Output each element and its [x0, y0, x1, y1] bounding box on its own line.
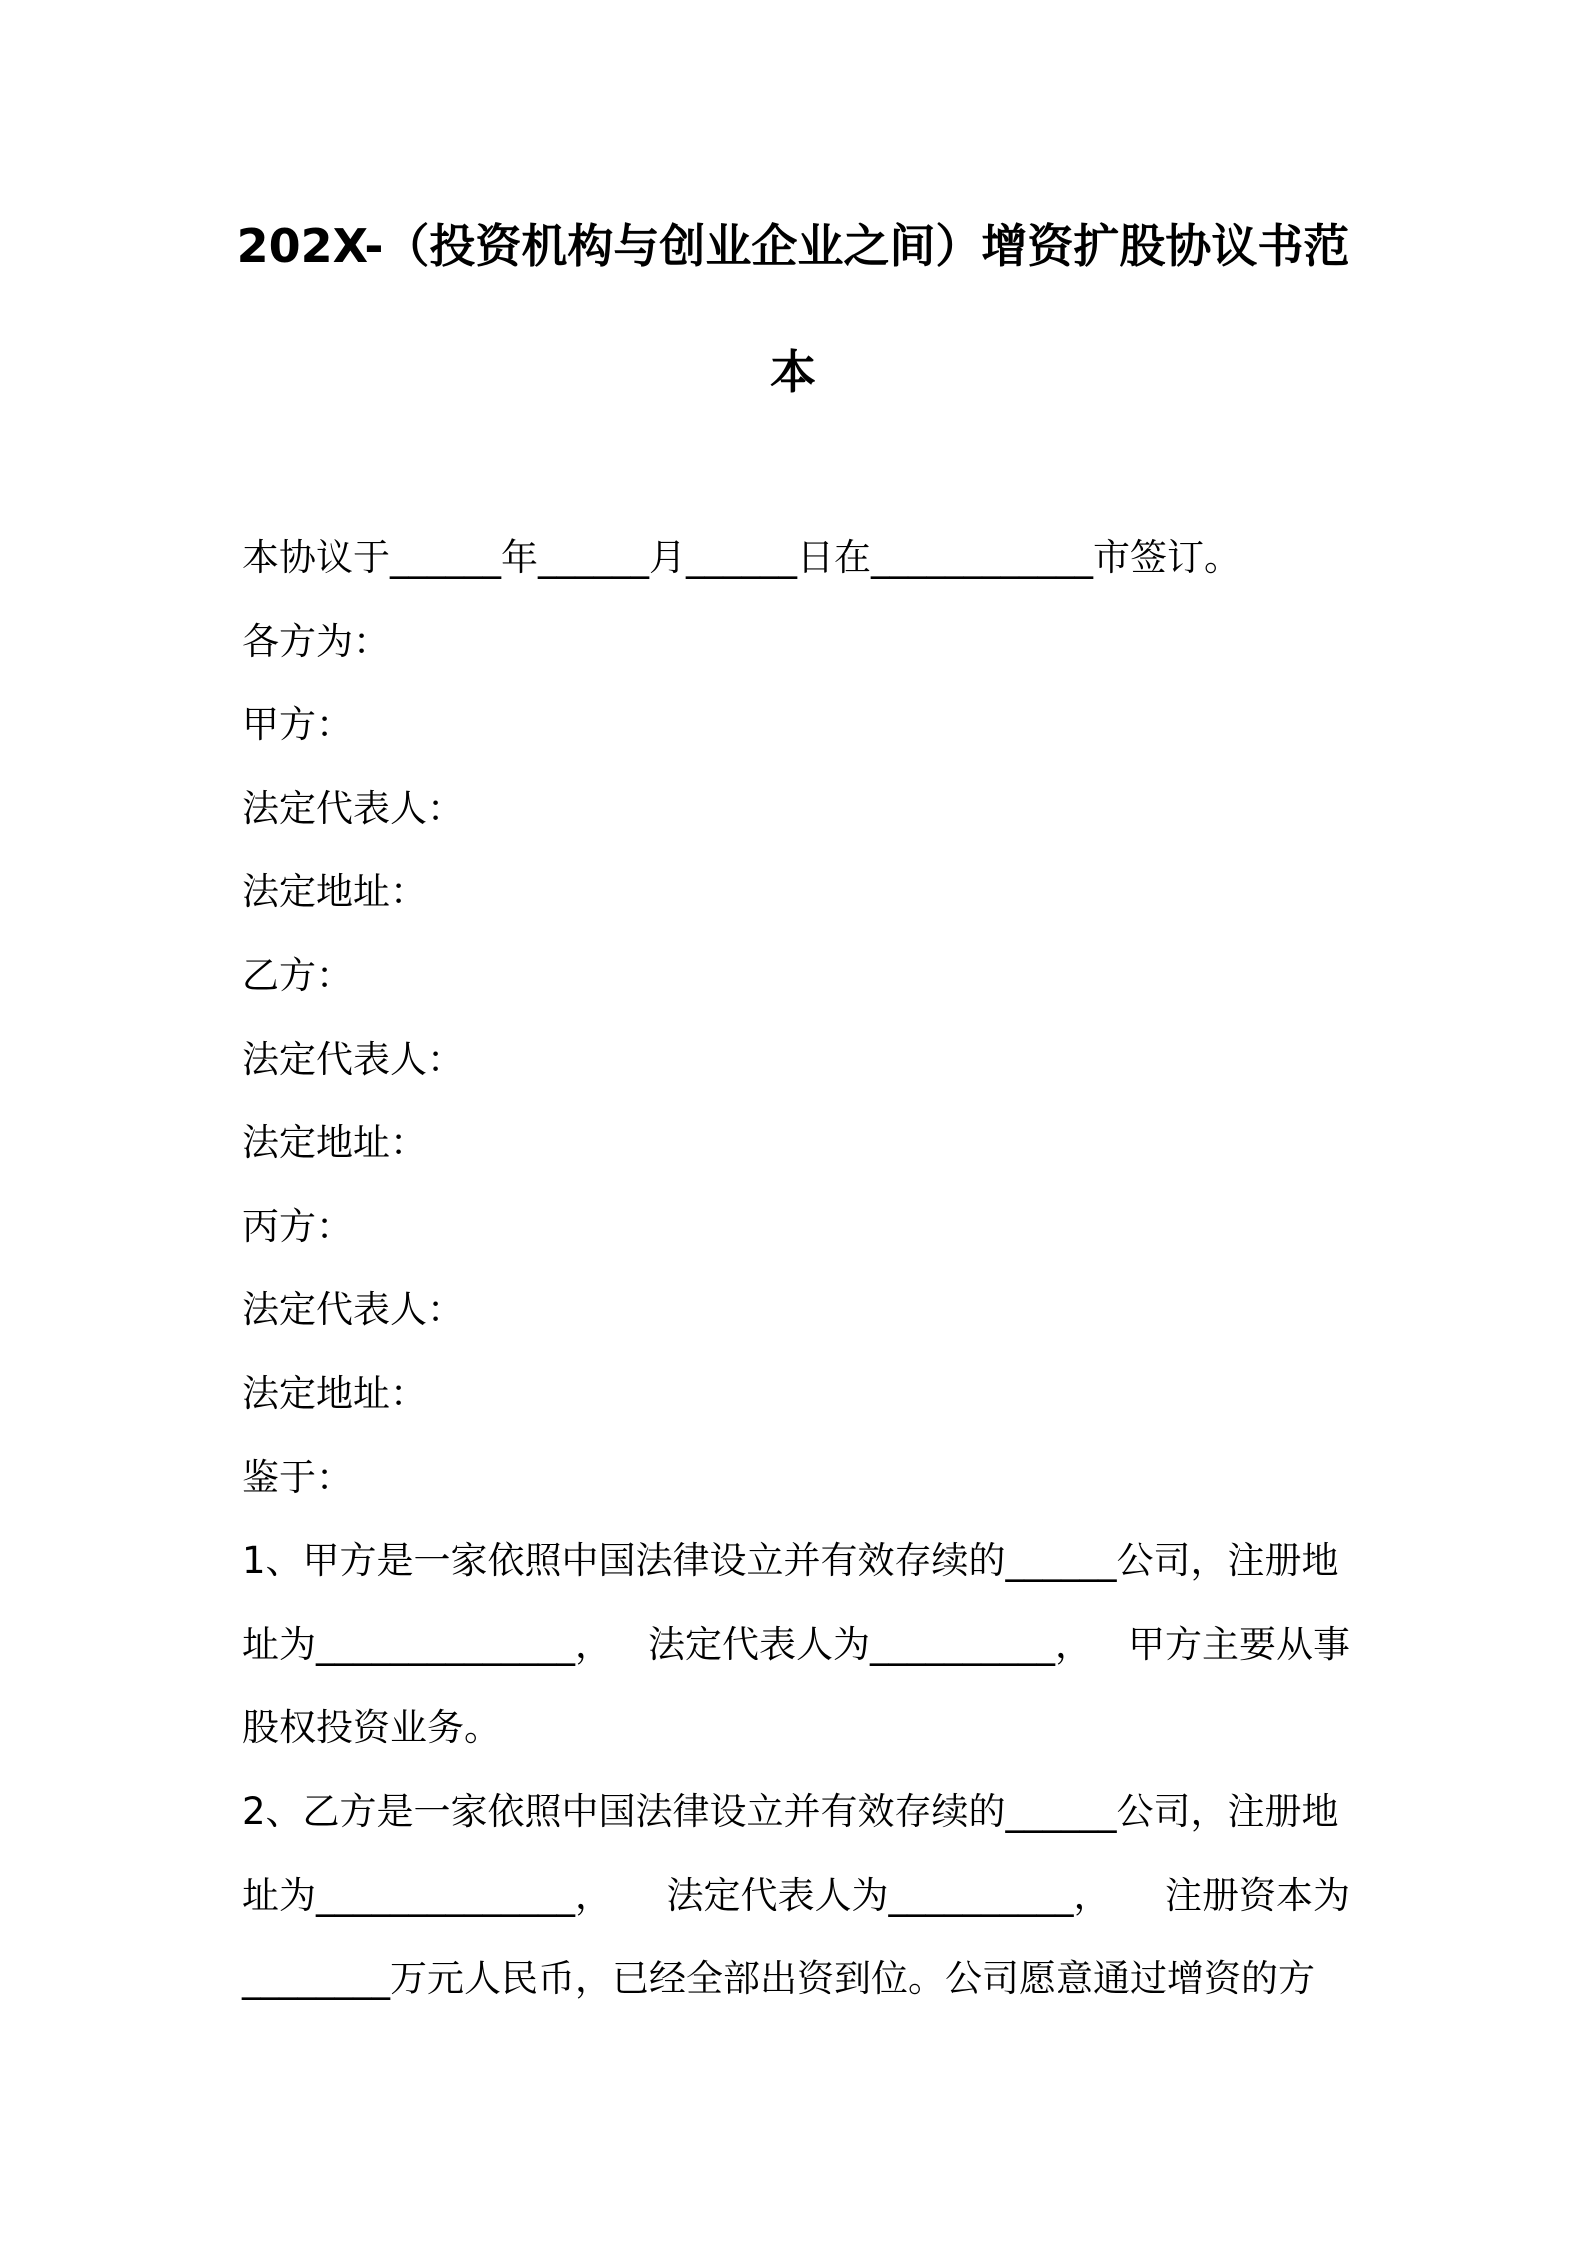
party-a-representative-label: 法定代表人： [242, 786, 464, 830]
clause-1-representative-blank: 法定代表人为__________， [648, 1622, 1092, 1666]
document-title-line-2: 本 [770, 345, 816, 399]
clause-2-line-2 [242, 1871, 1350, 1955]
document-body [242, 533, 1360, 2038]
clause-2-representative-blank: 法定代表人为__________， [666, 1873, 1111, 1917]
clause-2-line-1: 2、乙方是一家依照中国法律设立并有效存续的______公司，注册地 [242, 1789, 1339, 1833]
whereas-heading: 鉴于： [242, 1455, 353, 1499]
party-c-address-label: 法定地址： [242, 1371, 427, 1415]
party-b-representative-label: 法定代表人： [242, 1037, 464, 1081]
clause-2-capital-text: 注册资本为 [1165, 1873, 1350, 1917]
clause-2-address-blank: 址为______________， [242, 1873, 612, 1917]
signing-line: 本协议于______年______月______日在____________市签订。 [242, 536, 1241, 579]
clause-1-address-blank: 址为______________， [242, 1622, 612, 1666]
clause-1-line-3: 股权投资业务。 [242, 1706, 501, 1750]
party-a-label: 甲方： [242, 703, 353, 747]
party-a-address-label: 法定地址： [242, 870, 427, 914]
clause-1-line-2 [242, 1620, 1350, 1704]
parties-heading: 各方为： [242, 619, 390, 663]
party-c-representative-label: 法定代表人： [242, 1288, 464, 1332]
document-title-line-1: 202X-（投资机构与创业企业之间）增资扩股协议书范 [236, 219, 1350, 273]
party-b-label: 乙方： [242, 953, 353, 997]
clause-1-line-1: 1、甲方是一家依照中国法律设立并有效存续的______公司，注册地 [242, 1539, 1339, 1583]
clause-2-line-3: ________万元人民币，已经全部出资到位。公司愿意通过增资的方 [242, 1957, 1315, 2001]
party-b-address-label: 法定地址： [242, 1121, 427, 1165]
party-c-label: 丙方： [242, 1204, 353, 1248]
clause-1-business-text: 甲方主要从事 [1128, 1622, 1350, 1666]
